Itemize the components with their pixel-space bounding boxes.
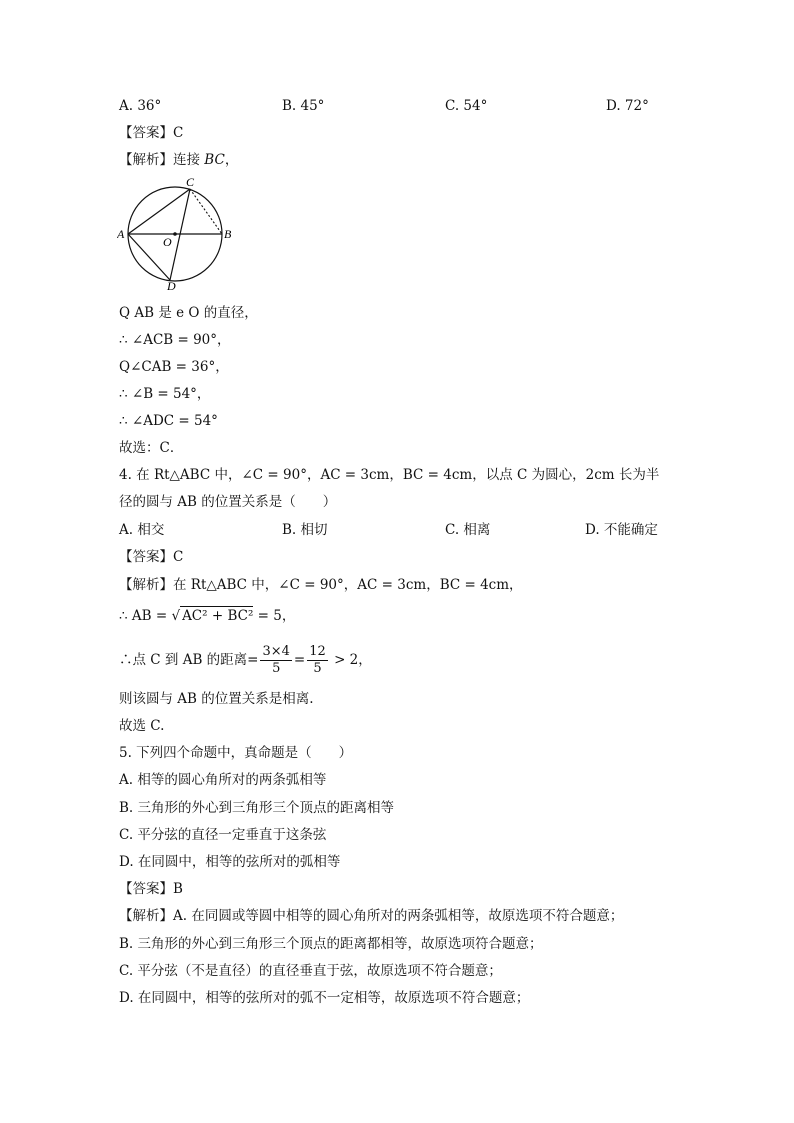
q5-analysis-2: B. 三角形的外心到三角形三个顶点的距离都相等，故原选项符合题意；	[119, 936, 543, 952]
q4-option-a: A. 相交	[119, 522, 165, 538]
q3-conclusion: 故选：C．	[119, 440, 184, 456]
sqrt-symbol: √	[171, 608, 181, 624]
q4-stem-line-2: 径的圆与 AB 的位置关系是（ ）	[119, 494, 337, 510]
q3-step-3: Q∠CAB = 36°，	[119, 359, 229, 375]
q5-answer: 【答案】B	[119, 881, 183, 897]
q4-conclusion: 故选 C.	[119, 718, 165, 734]
label-d: D	[167, 279, 176, 291]
fraction-denominator: 5	[313, 661, 322, 676]
q4-ab-result: = 5，	[253, 608, 296, 624]
label-a: A	[117, 227, 125, 241]
q5-stem: 5. 下列四个命题中，真命题是（ ）	[119, 745, 353, 761]
q5-option-a: A. 相等的圆心角所对的两条弧相等	[119, 772, 327, 788]
label-c: C	[186, 176, 195, 189]
chord-ac	[128, 189, 190, 234]
fraction-denominator: 5	[272, 661, 281, 676]
q4-analysis-line-1: 【解析】在 Rt△ABC 中，∠C = 90°，AC = 3cm，BC = 4cm，	[119, 577, 523, 593]
q5-analysis-4: D. 在同圆中，相等的弦所对的弧不一定相等，故原选项不符合题意；	[119, 990, 530, 1006]
q3-option-a: A. 36°	[119, 98, 162, 114]
q4-option-b: B. 相切	[282, 522, 328, 538]
q4-option-d: D. 不能确定	[585, 522, 658, 538]
q3-option-c: C. 54°	[445, 98, 488, 114]
q3-option-d: D. 72°	[606, 98, 649, 114]
fraction-12-over-5	[307, 644, 328, 677]
q4-distance-label: ∴点 C 到 AB 的距离=	[119, 652, 259, 668]
circle-diagram	[117, 176, 242, 291]
q3-step-1: Q AB 是 e O 的直径，	[119, 305, 258, 321]
q5-option-b: B. 三角形的外心到三角形三个顶点的距离相等	[119, 800, 395, 816]
q3-analysis-intro	[119, 151, 238, 169]
q3-analysis-prefix: 【解析】连接	[119, 152, 200, 168]
label-o: O	[163, 235, 172, 249]
chord-bc-dashed	[190, 189, 222, 234]
center-point	[173, 232, 177, 236]
q4-answer: 【答案】C	[119, 549, 184, 565]
q3-analysis-var: BC	[204, 152, 225, 168]
q5-analysis-1: 【解析】A. 在同圆或等圆中相等的圆心角所对的两条弧相等，故原选项不符合题意；	[119, 908, 624, 924]
q4-sqrt-radicand: AC² + BC²	[182, 608, 254, 624]
q4-stem-line-1: 4. 在 Rt△ABC 中，∠C = 90°，AC = 3cm，BC = 4cm，以点 C 为圆心，2cm 长为半	[119, 467, 660, 483]
q4-analysis-line-2	[119, 606, 295, 625]
fraction-3x4-over-5	[260, 644, 291, 677]
q4-ab-expression: ∴ AB =	[119, 608, 172, 624]
q3-answer: 【答案】C	[119, 125, 184, 141]
q3-step-2: ∴ ∠ACB = 90°，	[119, 332, 231, 348]
q3-analysis-suffix: ，	[224, 152, 239, 168]
q5-option-c: C. 平分弦的直径一定垂直于这条弦	[119, 827, 327, 843]
q4-analysis-line-3	[119, 642, 372, 678]
q4-option-c: C. 相离	[445, 522, 491, 538]
q4-analysis-line-4: 则该圆与 AB 的位置关系是相离.	[119, 691, 314, 707]
q5-option-d: D. 在同圆中，相等的弦所对的弧相等	[119, 854, 341, 870]
equals-sign: =	[293, 652, 306, 668]
q3-step-5: ∴ ∠ADC = 54°	[119, 413, 218, 429]
q3-option-b: B. 45°	[282, 98, 325, 114]
fraction-numerator: 3×4	[262, 644, 290, 659]
fraction-numerator: 12	[309, 644, 326, 659]
q3-step-4: ∴ ∠B = 54°，	[119, 386, 211, 402]
q4-distance-compare: > 2，	[329, 652, 372, 668]
q5-analysis-3: C. 平分弦（不是直径）的直径垂直于弦，故原选项不符合题意；	[119, 963, 502, 979]
label-b: B	[224, 227, 232, 241]
